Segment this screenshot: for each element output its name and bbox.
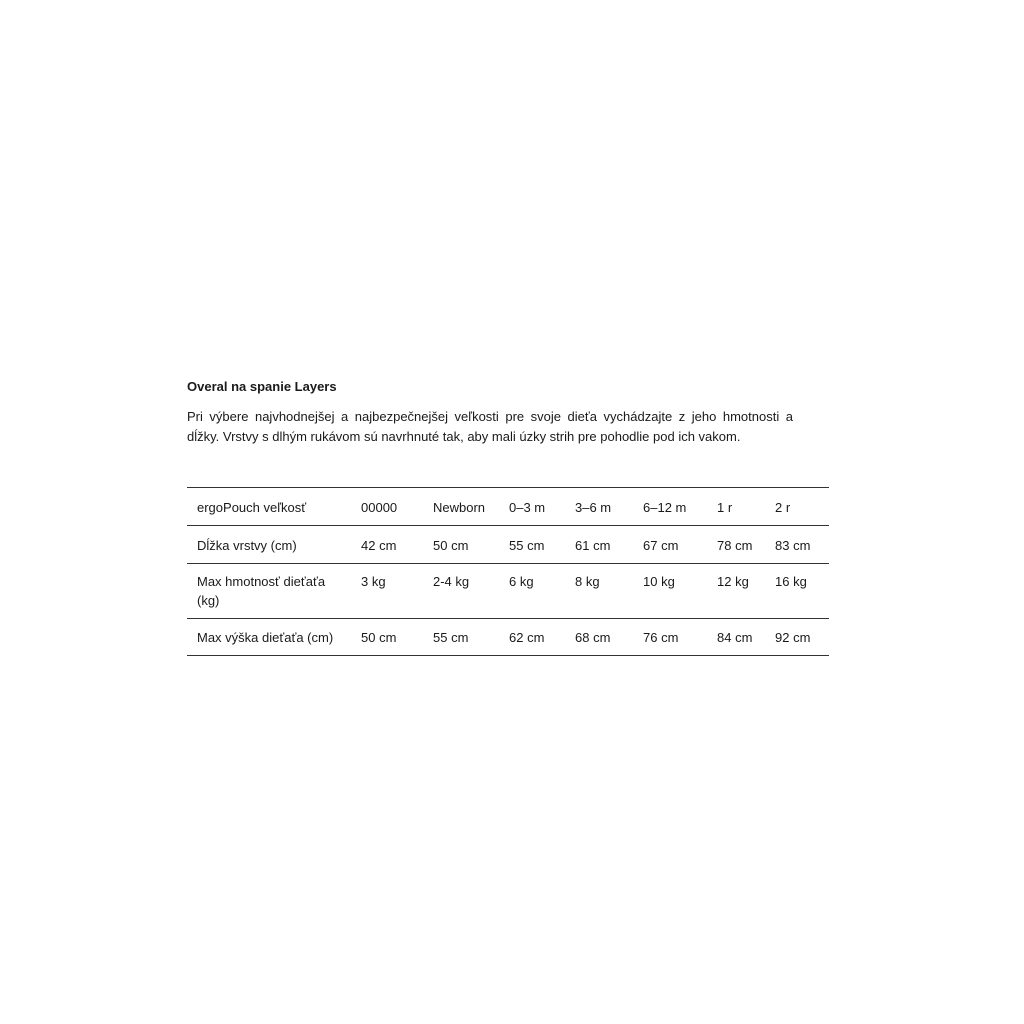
table-cell: 12 kg bbox=[717, 574, 749, 589]
table-cell: 76 cm bbox=[643, 630, 679, 645]
table-row bbox=[187, 564, 829, 619]
table-cell: 0–3 m bbox=[509, 500, 546, 515]
table-cell: 8 kg bbox=[575, 574, 600, 589]
size-table bbox=[187, 487, 829, 656]
table-cell: 50 cm bbox=[433, 538, 469, 553]
table-cell: 42 cm bbox=[361, 538, 397, 553]
row-label: Dĺžka vrstvy (cm) bbox=[197, 538, 297, 553]
table-cell: 92 cm bbox=[775, 630, 811, 645]
table-cell: 55 cm bbox=[509, 538, 545, 553]
intro-paragraph bbox=[187, 407, 793, 447]
table-cell: 50 cm bbox=[361, 630, 397, 645]
table-cell: 55 cm bbox=[433, 630, 469, 645]
intro-line-1: Pri výbere najvhodnejšej a najbezpečnejšej veľkosti pre svoje dieťa vychádzajte z jeho hmotnosti a bbox=[187, 409, 793, 424]
table-cell: 78 cm bbox=[717, 538, 753, 553]
table-cell: 2 r bbox=[775, 500, 791, 515]
table-cell: 62 cm bbox=[509, 630, 545, 645]
table-row bbox=[187, 526, 829, 564]
row-label: Max hmotnosť dieťaťa (kg) bbox=[197, 574, 326, 608]
row-label: Max výška dieťaťa (cm) bbox=[197, 630, 334, 645]
table-cell: 10 kg bbox=[643, 574, 675, 589]
table-cell: 2-4 kg bbox=[433, 574, 470, 589]
table-cell: 83 cm bbox=[775, 538, 811, 553]
intro-line-2: dĺžky. Vrstvy s dlhým rukávom sú navrhnuté tak, aby mali úzky strih pre pohodlie pod ich vakom. bbox=[187, 429, 741, 444]
row-label: ergoPouch veľkosť bbox=[197, 500, 307, 515]
table-cell: 84 cm bbox=[717, 630, 753, 645]
table-cell: Newborn bbox=[433, 500, 486, 515]
table-cell: 3–6 m bbox=[575, 500, 612, 515]
table-row bbox=[187, 619, 829, 656]
table-cell: 67 cm bbox=[643, 538, 679, 553]
table-cell: 68 cm bbox=[575, 630, 611, 645]
table-cell: 1 r bbox=[717, 500, 733, 515]
table-row bbox=[187, 488, 829, 526]
table-cell: 00000 bbox=[361, 500, 398, 515]
table-cell: 3 kg bbox=[361, 574, 386, 589]
table-cell: 6–12 m bbox=[643, 500, 687, 515]
table-cell: 16 kg bbox=[775, 574, 807, 589]
table-cell: 61 cm bbox=[575, 538, 611, 553]
table-cell: 6 kg bbox=[509, 574, 534, 589]
document-title: Overal na spanie Layers bbox=[187, 379, 337, 394]
document bbox=[187, 377, 829, 645]
